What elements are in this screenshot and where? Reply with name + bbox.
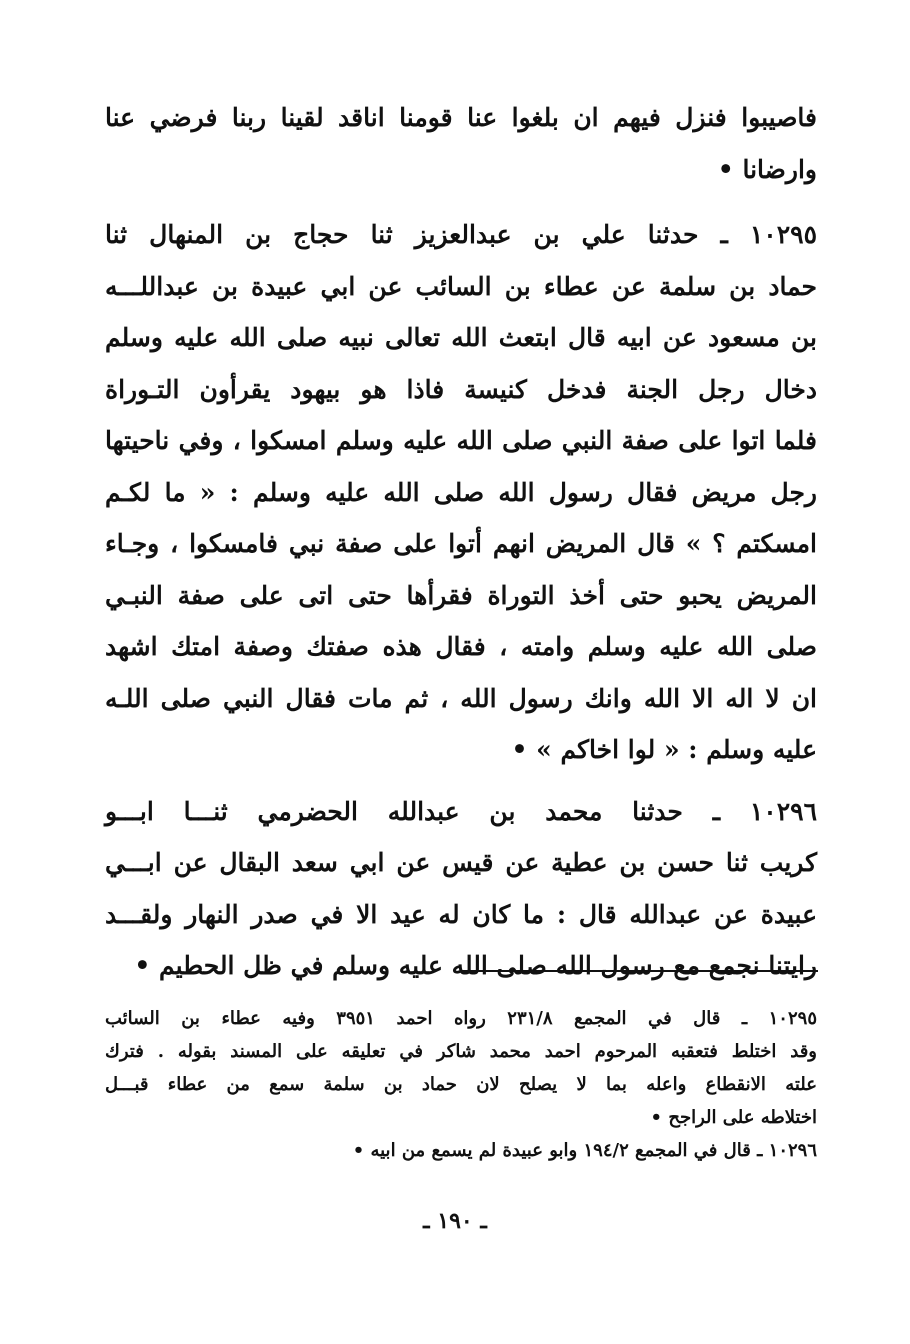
text-line: ان لا اله الا الله وانك رسول الله ، ثم مات فقال النبي صلى اللـه	[105, 683, 817, 713]
page-number: ـ ١٩٠ ـ	[423, 1208, 487, 1234]
footnote-divider	[460, 970, 818, 972]
text-line: رجل مريض فقال رسول الله صلى الله عليه وسلم : « ما لكـم	[105, 477, 817, 507]
text-line: بن مسعود عن ابيه قال ابتعث الله تعالى نبيه صلى الله عليه وسلم	[105, 323, 817, 352]
text-line: ١٠٢٩٥ ـ حدثنا علي بن عبدالعزيز ثنا حجاج بن المنهال ثنا	[105, 220, 817, 249]
text-line: فاصيبوا فنزل فيهم ان بلغوا عنا قومنا اناقد لقينا ربنا فرضي عنا	[105, 103, 817, 132]
main-text	[105, 92, 817, 992]
text-line: صلى الله عليه وسلم وامته ، فقال هذه صفتك وصفة امتك اشهد	[105, 632, 817, 661]
footnote-line: ١٠٢٩٦ ـ قال في المجمع ١٩٤/٢ وابو عبيدة لم يسمع من ابيه •	[352, 1140, 817, 1161]
footnote-line: علته الانقطاع واعله بما لا يصلح لان حماد بن سلمة سمع من عطاء قبـــل	[105, 1074, 817, 1095]
text-line: ١٠٢٩٦ ـ حدثنا محمد بن عبدالله الحضرمي ثنـــا ابـــو	[105, 796, 817, 826]
text-line: وارضانا •	[717, 154, 817, 184]
text-line: رايتنا نجمع مع رسول الله صلى الله عليه وسلم في ظل الحطيم •	[134, 951, 817, 980]
footnote-line: اختلاطه على الراجح •	[650, 1107, 817, 1128]
footnotes	[105, 1002, 817, 1167]
text-line: عليه وسلم : « لوا اخاكم » •	[511, 735, 817, 764]
text-line: حماد بن سلمة عن عطاء بن السائب عن ابي عبيدة بن عبداللـــه	[105, 271, 817, 301]
text-line: فلما اتوا على صفة النبي صلى الله عليه وسلم امسكوا ، وفي ناحيتها	[105, 426, 817, 455]
text-line: عبيدة عن عبدالله قال : ما كان له عيد الا في صدر النهار ولقـــد	[105, 899, 817, 929]
text-line: دخال رجل الجنة فدخل كنيسة فاذا هو بيهود يقرأون التـوراة	[105, 374, 817, 404]
text-line: كريب ثنا حسن بن عطية عن قيس عن ابي سعد البقال عن ابـــي	[105, 848, 817, 877]
footnote-line: وقد اختلط فتعقبه المرحوم احمد محمد شاكر في تعليقه على المسند بقوله . فترك	[105, 1041, 817, 1062]
footnote-line: ١٠٢٩٥ ـ قال في المجمع ٢٣١/٨ رواه احمد ٣٩٥١ وفيه عطاء بن السائب	[105, 1008, 817, 1029]
text-line: امسكتم ؟ » قال المريض انهم أتوا على صفة نبي فامسكوا ، وجـاء	[105, 529, 817, 558]
text-line: المريض يحبو حتى أخذ التوراة فقرأها حتى اتى على صفة النبـي	[105, 580, 817, 610]
